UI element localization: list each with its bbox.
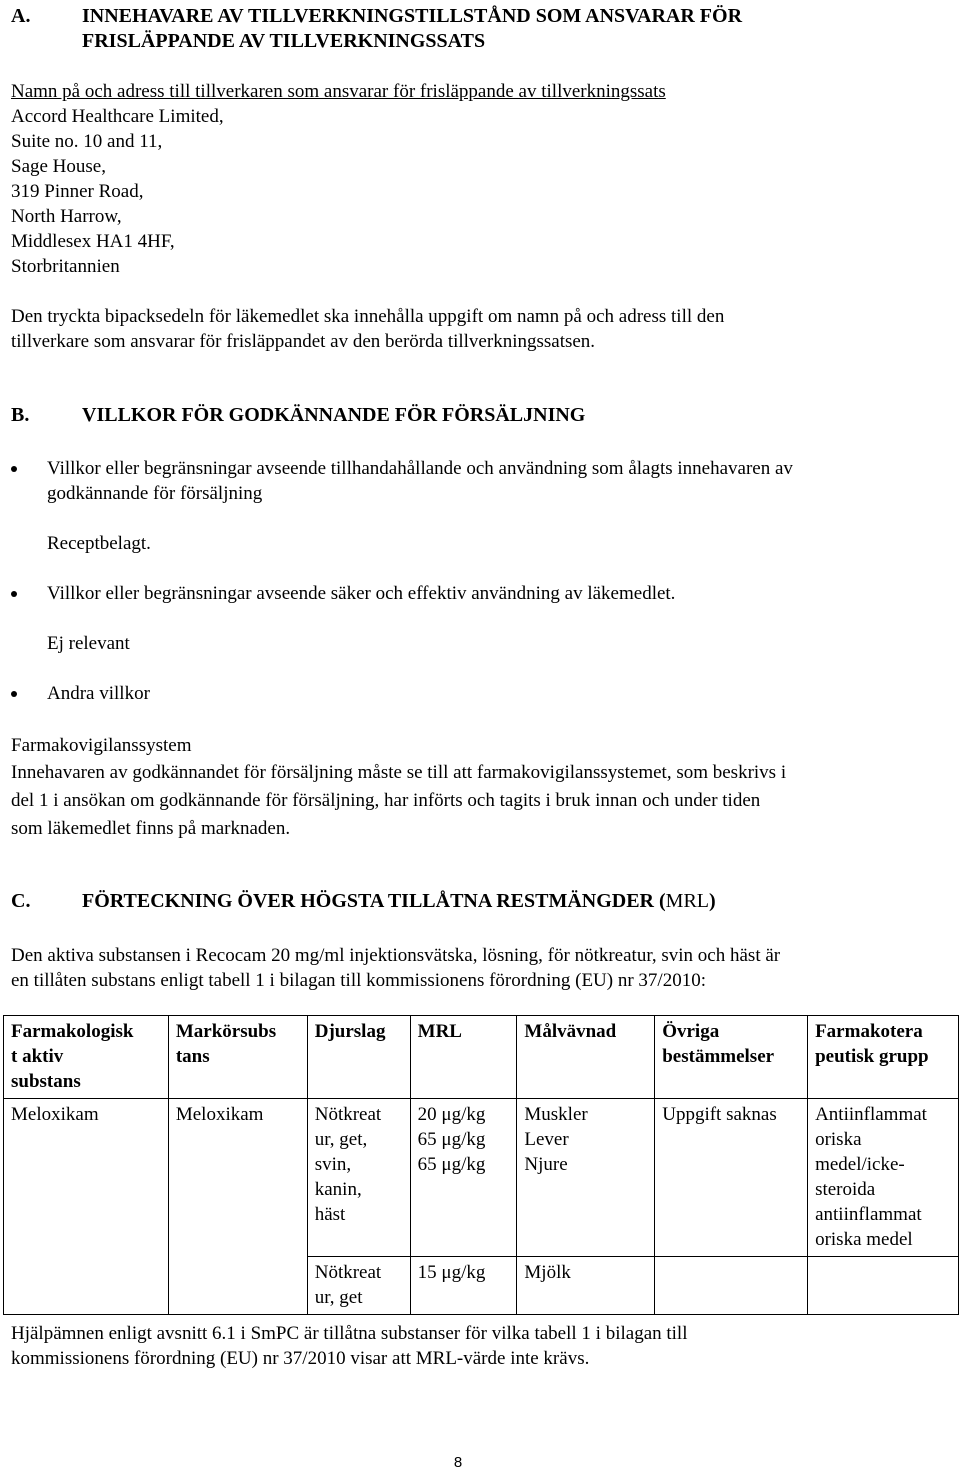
cell-empty (655, 1257, 808, 1315)
cell-species: Nötkreat ur, get, svin, kanin, häst (307, 1099, 410, 1257)
pharmacovigilance-line: del 1 i ansökan om godkännande för försäljning, har införts och tagits i bruk innan och under tiden (11, 790, 761, 811)
cell-marker: Meloxikam (168, 1099, 307, 1257)
header-cell-substance: Farmakologisk t aktiv substans (4, 1016, 169, 1099)
section-b-letter: B. (11, 404, 30, 426)
address-heading: Namn på och adress till tillverkaren som ansvarar för frisläppande av tillverkningssats (11, 81, 666, 102)
leaflet-note-line: Den tryckta bipacksedeln för läkemedlet ska innehålla uppgift om namn på och adress till den (11, 306, 725, 327)
address-line: Sage House, (11, 156, 106, 177)
bullet-dot-icon (11, 466, 17, 472)
bullet-1-line2: godkännande för försäljning (47, 483, 263, 504)
address-line: Suite no. 10 and 11, (11, 131, 163, 152)
leaflet-note-line: tillverkare som ansvarar för frisläppandet av den berörda tillverkningssatsen. (11, 331, 596, 352)
header-cell-species: Djurslag (307, 1016, 410, 1099)
section-c-intro-line: Den aktiva substansen i Recocam 20 mg/ml injektionsvätska, lösning, för nötkreatur, svin och häst är (11, 945, 781, 966)
address-line: Middlesex HA1 4HF, (11, 231, 175, 252)
bullet-1-answer: Receptbelagt. (47, 533, 151, 554)
cell-empty (168, 1257, 307, 1315)
cell-empty (808, 1257, 959, 1315)
page-number: 8 (453, 1454, 463, 1471)
bullet-dot-icon (11, 591, 17, 597)
address-line: Storbritannien (11, 256, 120, 277)
table-row (4, 1099, 959, 1257)
cell-mrl: 20 μg/kg 65 μg/kg 65 μg/kg (410, 1099, 517, 1257)
header-cell-other: Övriga bestämmelser (655, 1016, 808, 1099)
excipients-note-line: Hjälpämnen enligt avsnitt 6.1 i SmPC är tillåtna substanser för vilka tabell 1 i bilagan till (11, 1323, 688, 1344)
section-c-letter: C. (11, 890, 31, 912)
table-row (4, 1257, 959, 1315)
excipients-note-line: kommissionens förordning (EU) nr 37/2010 visar att MRL-värde inte krävs. (11, 1348, 590, 1369)
bullet-3-text: Andra villkor (47, 683, 150, 704)
header-cell-tissue: Målvävnad (517, 1016, 655, 1099)
table-header-row (4, 1016, 959, 1099)
pharmacovigilance-title: Farmakovigilanssystem (11, 735, 192, 756)
section-a-letter: A. (11, 5, 31, 27)
cell-substance: Meloxikam (4, 1099, 169, 1257)
address-line: North Harrow, (11, 206, 122, 227)
bullet-dot-icon (11, 691, 17, 697)
section-c-title-end: ) (709, 890, 716, 912)
pharmacovigilance-line: som läkemedlet finns på marknaden. (11, 818, 291, 839)
cell-species: Nötkreat ur, get (307, 1257, 410, 1315)
mrl-table (3, 1015, 959, 1315)
section-c-title-abbr: MRL (665, 890, 709, 912)
section-a-title-line1: INNEHAVARE AV TILLVERKNINGSTILLSTÅND SOM ANSVARAR FÖR (82, 5, 743, 27)
pharmacovigilance-line: Innehavaren av godkännandet för försäljning måste se till att farmakovigilanssystemet, som beskrivs i (11, 762, 787, 783)
section-c-intro-line: en tillåten substans enligt tabell 1 i bilagan till kommissionens förordning (EU) nr 37/2010: (11, 970, 706, 991)
section-a-title-line2: FRISLÄPPANDE AV TILLVERKNINGSSATS (82, 30, 486, 52)
cell-tissue: Mjölk (517, 1257, 655, 1315)
header-cell-mrl: MRL (410, 1016, 517, 1099)
address-line: Accord Healthcare Limited, (11, 106, 224, 127)
bullet-2-text: Villkor eller begränsningar avseende säker och effektiv användning av läkemedlet. (47, 583, 676, 604)
cell-other: Uppgift saknas (655, 1099, 808, 1257)
cell-mrl: 15 μg/kg (410, 1257, 517, 1315)
bullet-2-answer: Ej relevant (47, 633, 130, 654)
header-cell-group: Farmakotera peutisk grupp (808, 1016, 959, 1099)
address-line: 319 Pinner Road, (11, 181, 144, 202)
section-c-title-bold: FÖRTECKNING ÖVER HÖGSTA TILLÅTNA RESTMÄNGDER ( (82, 890, 666, 912)
section-b-title: VILLKOR FÖR GODKÄNNANDE FÖR FÖRSÄLJNING (82, 404, 586, 426)
cell-empty (4, 1257, 169, 1315)
bullet-1-line1: Villkor eller begränsningar avseende tillhandahållande och användning som ålagts innehavaren av (47, 458, 793, 479)
section-c-title (82, 889, 716, 914)
cell-group: Antiinflammat oriska medel/icke- steroida antiinflammat oriska medel (808, 1099, 959, 1257)
cell-tissue: Muskler Lever Njure (517, 1099, 655, 1257)
header-cell-marker: Markörsubs tans (168, 1016, 307, 1099)
